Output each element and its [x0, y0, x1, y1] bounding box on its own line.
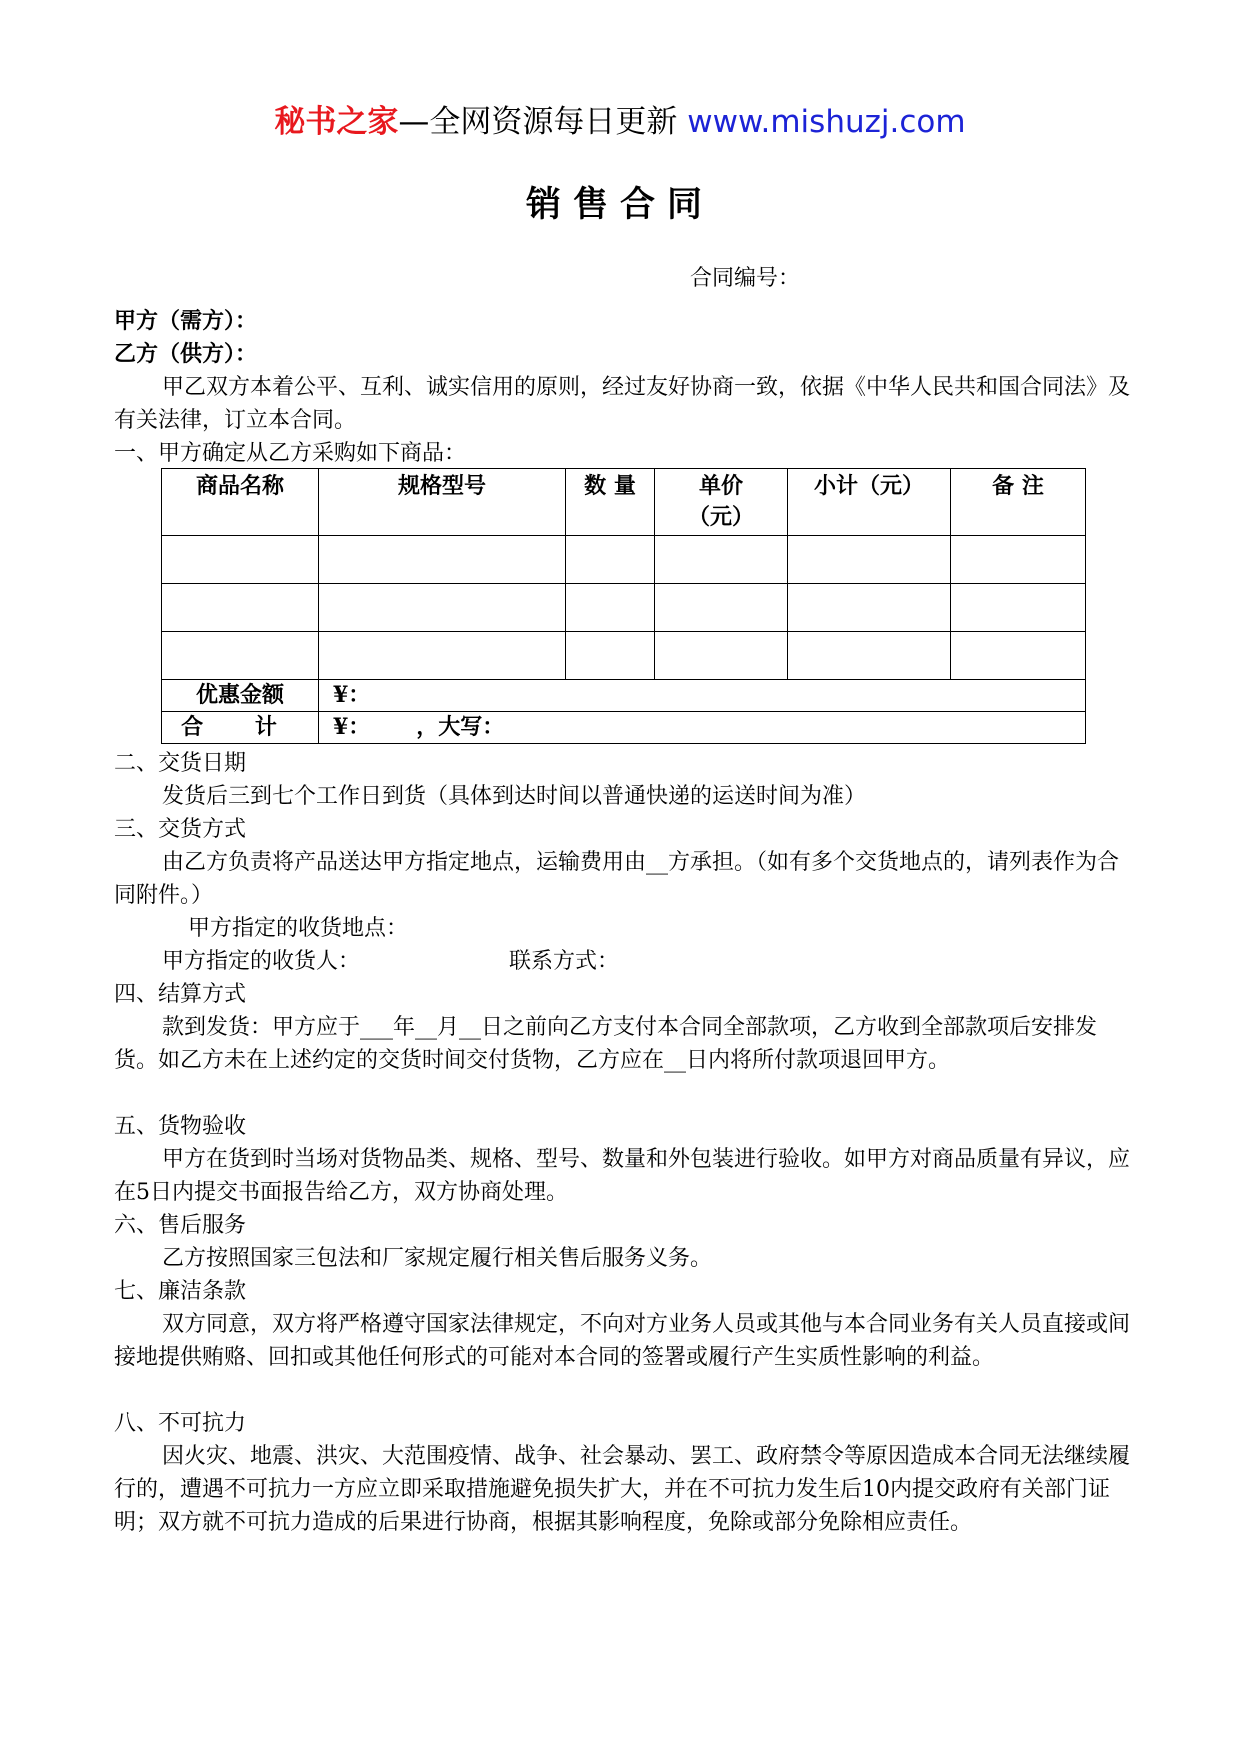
- table-cell: [162, 584, 319, 632]
- section-8-body: 因火灾、地震、洪灾、大范围疫情、战争、社会暴动、罢工、政府禁令等原因造成本合同无法继续履行的，遭遇不可抗力一方应立即采取措施避免损失扩大，并在不可抗力发生后10内提交政府有关部门证明；双方就不可抗力造成的后果进行协商，根据其影响程度，免除或部分免除相应责任。: [114, 1444, 1131, 1535]
- table-cell: [655, 536, 788, 584]
- section-7-body: 双方同意，双方将严格遵守国家法律规定，不向对方业务人员或其他与本合同业务有关人员直接或间接地提供贿赂、回扣或其他任何形式的可能对本合同的签署或履行产生实质性影响的利益。: [114, 1312, 1131, 1370]
- column-header-unit-price: 单价（元）: [655, 469, 788, 536]
- brand-name: 秘书之家: [274, 104, 399, 140]
- table-cell: [788, 632, 951, 680]
- contract-number-label: 合同编号：: [690, 266, 801, 291]
- table-cell: [788, 536, 951, 584]
- column-header-quantity: 数 量: [566, 469, 655, 536]
- section-5-heading: 五、货物验收: [114, 1114, 247, 1139]
- header-url-link[interactable]: www.mishuzj.com: [687, 104, 966, 140]
- section-3-body: 由乙方负责将产品送达甲方指定地点，运输费用由__方承担。（如有多个交货地点的，请列表作为合同附件。）: [114, 850, 1120, 908]
- column-header-spec: 规格型号: [319, 469, 566, 536]
- column-header-name: 商品名称: [162, 469, 319, 536]
- table-cell: [788, 584, 951, 632]
- table-cell: [951, 632, 1086, 680]
- delivery-address-label: 甲方指定的收货地点：: [188, 916, 409, 941]
- table-cell: [566, 536, 655, 584]
- table-cell: [162, 632, 319, 680]
- table-cell: [319, 632, 566, 680]
- total-value: ¥： ，大写：: [319, 712, 1086, 744]
- goods-table-header-row: [162, 469, 1086, 536]
- table-cell: [655, 632, 788, 680]
- goods-table: [161, 468, 1086, 744]
- section-2-heading: 二、交货日期: [114, 751, 247, 776]
- section-6-heading: 六、售后服务: [114, 1213, 247, 1238]
- discount-row: [162, 680, 1086, 712]
- table-cell: [162, 536, 319, 584]
- table-cell: [655, 584, 788, 632]
- site-header: [0, 100, 1240, 144]
- section-6-body: 乙方按照国家三包法和厂家规定履行相关售后服务义务。: [162, 1246, 713, 1271]
- table-cell: [566, 584, 655, 632]
- section-4-heading: 四、结算方式: [114, 982, 247, 1007]
- total-label: 合 计: [162, 712, 319, 744]
- preamble-paragraph: 甲乙双方本着公平、互利、诚实信用的原则，经过友好协商一致，依据《中华人民共和国合同法》及有关法律，订立本合同。: [114, 375, 1131, 433]
- section-5-body: 甲方在货到时当场对货物品类、规格、型号、数量和外包装进行验收。如甲方对商品质量有异议，应在5日内提交书面报告给乙方，双方协商处理。: [114, 1147, 1131, 1205]
- section-3-heading: 三、交货方式: [114, 817, 247, 842]
- table-row: [162, 632, 1086, 680]
- section-4-body: 款到发货：甲方应于___年__月__日之前向乙方支付本合同全部款项，乙方收到全部款项后安排发货。如乙方未在上述约定的交货时间交付货物，乙方应在__日内将所付款项退回甲方。: [114, 1015, 1098, 1073]
- table-cell: [951, 536, 1086, 584]
- section-2-body: 发货后三到七个工作日到货（具体到达时间以普通快递的运送时间为准）: [162, 784, 867, 809]
- section-7-heading: 七、廉洁条款: [114, 1279, 247, 1304]
- column-header-subtotal: 小计（元）: [788, 469, 951, 536]
- table-cell: [566, 632, 655, 680]
- section-1-heading: 一、甲方确定从乙方采购如下商品：: [114, 441, 467, 466]
- party-b-label: 乙方（供方）：: [114, 341, 258, 367]
- table-cell: [951, 584, 1086, 632]
- contact-label: 联系方式：: [509, 949, 620, 974]
- total-row: [162, 712, 1086, 744]
- table-row: [162, 584, 1086, 632]
- table-cell: [319, 536, 566, 584]
- table-row: [162, 536, 1086, 584]
- party-a-label: 甲方（需方）：: [114, 308, 258, 334]
- discount-label: 优惠金额: [162, 680, 319, 712]
- discount-value: ¥：: [319, 680, 1086, 712]
- table-cell: [319, 584, 566, 632]
- column-header-remark: 备 注: [951, 469, 1086, 536]
- section-8-heading: 八、不可抗力: [114, 1411, 247, 1436]
- header-slogan: —全网资源每日更新: [398, 104, 678, 140]
- document-title: 销售合同: [525, 185, 714, 225]
- receiver-label: 甲方指定的收货人：: [162, 949, 361, 974]
